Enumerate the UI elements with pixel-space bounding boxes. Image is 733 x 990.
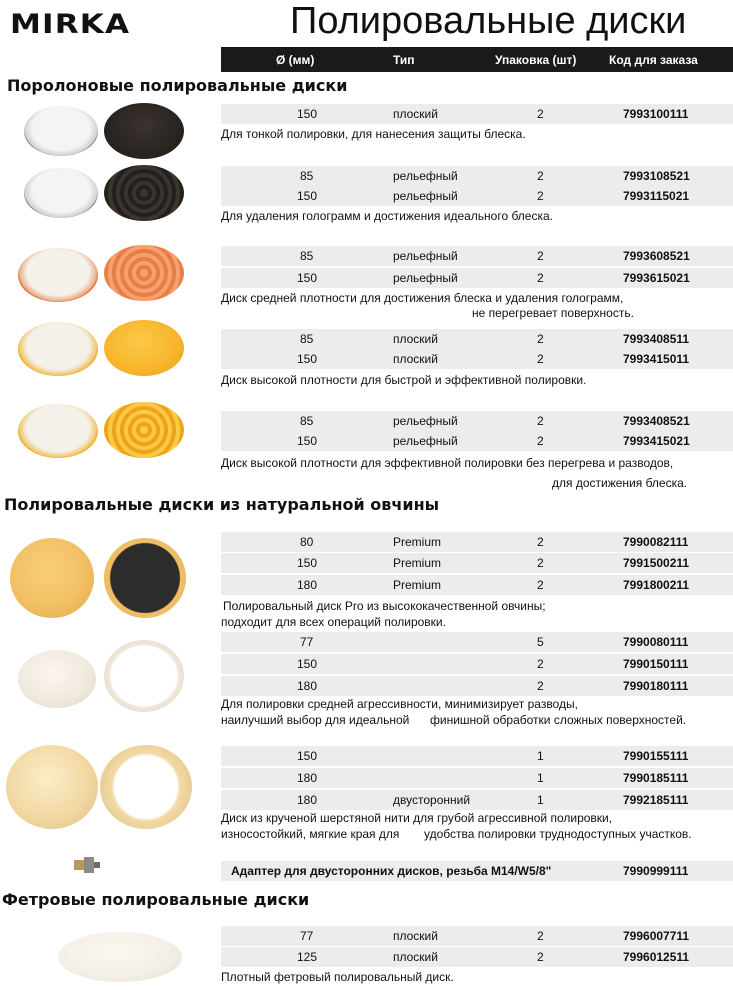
black-foam-disc-flat-image bbox=[104, 103, 184, 159]
cell-pack: 2 bbox=[537, 271, 544, 285]
header-diameter: Ø (мм) bbox=[276, 53, 315, 67]
cell-code: 7993408521 bbox=[623, 414, 690, 428]
table-row bbox=[221, 532, 733, 552]
cell-code: 7991800211 bbox=[623, 578, 690, 592]
cell-pack: 2 bbox=[537, 929, 544, 943]
adapter-row bbox=[221, 861, 733, 881]
cell-type: плоский bbox=[393, 950, 438, 964]
cell-code: 7996012511 bbox=[623, 950, 690, 964]
wool-premium-back-image bbox=[104, 538, 186, 618]
cell-diameter: 150 bbox=[297, 271, 318, 285]
section-title-wool: Полировальные диски из натуральной овчины bbox=[4, 495, 440, 514]
table-row bbox=[221, 926, 733, 946]
cell-type: двусторонний bbox=[393, 793, 471, 807]
header-type: Тип bbox=[393, 53, 415, 67]
cell-pack: 2 bbox=[537, 414, 544, 428]
cell-pack: 2 bbox=[537, 107, 544, 121]
cell-diameter: 77 bbox=[300, 929, 314, 943]
cell-diameter: 150 bbox=[297, 749, 318, 763]
yellow-foam-disc-waffle-image bbox=[104, 402, 184, 458]
cell-code: 7990185111 bbox=[623, 771, 689, 785]
cell-type: рельефный bbox=[393, 169, 458, 183]
cell-diameter: 180 bbox=[297, 578, 318, 592]
note-6a: Полировальный диск Pro из высококачественной овчины; bbox=[223, 599, 546, 613]
cell-diameter: 150 bbox=[297, 657, 318, 671]
adapter-image bbox=[74, 856, 100, 874]
note-8b: износостойкий, мягкие края для bbox=[221, 827, 400, 841]
cell-pack: 2 bbox=[537, 657, 544, 671]
table-header bbox=[221, 47, 733, 72]
cell-diameter: 80 bbox=[300, 535, 314, 549]
cell-diameter: 180 bbox=[297, 679, 318, 693]
cell-diameter: 85 bbox=[300, 414, 314, 428]
cell-code: 7993415021 bbox=[623, 434, 690, 448]
table-row bbox=[221, 768, 733, 788]
table-row bbox=[221, 632, 733, 652]
cell-diameter: 150 bbox=[297, 107, 318, 121]
cell-code: 7991500211 bbox=[623, 556, 690, 570]
cell-type: плоский bbox=[393, 352, 438, 366]
cell-code: 7992185111 bbox=[623, 793, 689, 807]
cell-diameter: 180 bbox=[297, 771, 318, 785]
cell-pack: 2 bbox=[537, 169, 544, 183]
cell-diameter: 85 bbox=[300, 169, 314, 183]
cell-diameter: 180 bbox=[297, 793, 318, 807]
table-row bbox=[221, 411, 733, 431]
table-row bbox=[221, 104, 733, 124]
cell-code: 7990155111 bbox=[623, 749, 689, 763]
cell-pack: 2 bbox=[537, 556, 544, 570]
adapter-code: 7990999111 bbox=[623, 864, 689, 878]
cell-pack: 1 bbox=[537, 771, 544, 785]
table-row bbox=[221, 654, 733, 674]
note-4: Диск высокой плотности для быстрой и эффективной полировки. bbox=[221, 373, 587, 387]
note-5a: Диск высокой плотности для эффективной полировки без перегрева и разводов, bbox=[221, 456, 674, 470]
page-title: Полировальные диски bbox=[290, 0, 687, 42]
cell-code: 7990082111 bbox=[623, 535, 689, 549]
table-row bbox=[221, 246, 733, 266]
cell-pack: 2 bbox=[537, 679, 544, 693]
yellow-waffle-velcro-image bbox=[18, 404, 98, 458]
cell-pack: 1 bbox=[537, 749, 544, 763]
table-row bbox=[221, 349, 733, 369]
table-row bbox=[221, 166, 733, 186]
cell-code: 7996007711 bbox=[623, 929, 690, 943]
cell-type: рельефный bbox=[393, 189, 458, 203]
cell-diameter: 85 bbox=[300, 249, 314, 263]
cell-type: Premium bbox=[393, 578, 442, 592]
cell-type: рельефный bbox=[393, 271, 458, 285]
section-title-felt: Фетровые полировальные диски bbox=[2, 890, 310, 909]
black-foam-waffle-velcro-image bbox=[24, 168, 98, 218]
twisted-wool-disc-image bbox=[6, 745, 98, 829]
note-8c: удобства полировки труднодоступных участков. bbox=[424, 827, 692, 841]
brand-logo: MIRKA bbox=[10, 9, 131, 40]
cell-pack: 2 bbox=[537, 249, 544, 263]
cell-type: рельефный bbox=[393, 414, 458, 428]
cell-diameter: 150 bbox=[297, 352, 318, 366]
cell-diameter: 77 bbox=[300, 635, 314, 649]
cell-code: 7993408511 bbox=[623, 332, 690, 346]
cell-diameter: 150 bbox=[297, 556, 318, 570]
cell-code: 7993415011 bbox=[623, 352, 690, 366]
cell-code: 7993608521 bbox=[623, 249, 690, 263]
table-row bbox=[221, 746, 733, 766]
wool-white-disc-image bbox=[18, 650, 96, 708]
cell-pack: 5 bbox=[537, 635, 544, 649]
yellow-foam-velcro-image bbox=[18, 322, 98, 376]
cell-pack: 2 bbox=[537, 434, 544, 448]
cell-pack: 2 bbox=[537, 189, 544, 203]
cell-diameter: 150 bbox=[297, 189, 318, 203]
cell-pack: 2 bbox=[537, 332, 544, 346]
cell-type: Premium bbox=[393, 535, 442, 549]
cell-diameter: 125 bbox=[297, 950, 318, 964]
cell-pack: 2 bbox=[537, 950, 544, 964]
cell-type: плоский bbox=[393, 107, 438, 121]
cell-pack: 2 bbox=[537, 578, 544, 592]
wool-premium-disc-image bbox=[10, 538, 94, 618]
cell-code: 7990150111 bbox=[623, 657, 689, 671]
yellow-foam-disc-flat-image bbox=[104, 320, 184, 376]
cell-diameter: 85 bbox=[300, 332, 314, 346]
cell-code: 7993615021 bbox=[623, 271, 690, 285]
twisted-wool-back-image bbox=[100, 745, 192, 829]
cell-pack: 1 bbox=[537, 793, 544, 807]
cell-code: 7990080111 bbox=[623, 635, 689, 649]
cell-type: плоский bbox=[393, 332, 438, 346]
section-title-foam: Поролоновые полировальные диски bbox=[7, 76, 348, 95]
cell-code: 7990180111 bbox=[623, 679, 689, 693]
cell-type: плоский bbox=[393, 929, 438, 943]
wool-white-back-image bbox=[104, 640, 184, 712]
note-3a: Диск средней плотности для достижения блеска и удаления голограмм, bbox=[221, 291, 624, 305]
cell-pack: 2 bbox=[537, 352, 544, 366]
cell-type: рельефный bbox=[393, 249, 458, 263]
table-row bbox=[221, 575, 733, 595]
table-row bbox=[221, 186, 733, 206]
header-pack: Упаковка (шт) bbox=[495, 53, 577, 67]
note-1: Для тонкой полировки, для нанесения защиты блеска. bbox=[221, 127, 526, 141]
table-row bbox=[221, 268, 733, 288]
table-row bbox=[221, 790, 733, 810]
table-row bbox=[221, 553, 733, 573]
note-7a: Для полировки средней агрессивности, минимизирует разводы, bbox=[221, 697, 578, 711]
orange-foam-disc-waffle-image bbox=[104, 245, 184, 301]
cell-type: рельефный bbox=[393, 434, 458, 448]
note-2: Для удаления голограмм и достижения идеального блеска. bbox=[221, 209, 554, 223]
table-row bbox=[221, 329, 733, 349]
cell-diameter: 150 bbox=[297, 434, 318, 448]
cell-code: 7993108521 bbox=[623, 169, 690, 183]
note-7b: наилучший выбор для идеальной bbox=[221, 713, 410, 727]
adapter-label: Адаптер для двусторонних дисков, резьба M14/W5/8" bbox=[231, 864, 552, 878]
table-row bbox=[221, 431, 733, 451]
table-row bbox=[221, 947, 733, 967]
note-8a: Диск из крученой шерстяной нити для грубой агрессивной полировки, bbox=[221, 811, 613, 825]
cell-type: Premium bbox=[393, 556, 442, 570]
felt-disc-image bbox=[58, 932, 182, 982]
note-3b: не перегревает поверхность. bbox=[472, 306, 634, 320]
black-foam-disc-waffle-image bbox=[104, 165, 184, 221]
note-9: Плотный фетровый полировальный диск. bbox=[221, 970, 454, 984]
black-foam-disc-velcro-image bbox=[24, 106, 98, 156]
note-7c: финишной обработки сложных поверхностей. bbox=[430, 713, 687, 727]
note-5b: для достижения блеска. bbox=[552, 476, 688, 490]
table-row bbox=[221, 676, 733, 696]
header-code: Код для заказа bbox=[609, 53, 698, 67]
cell-code: 7993115021 bbox=[623, 189, 690, 203]
note-6b: подходит для всех операций полировки. bbox=[221, 615, 446, 629]
cell-pack: 2 bbox=[537, 535, 544, 549]
cell-code: 7993100111 bbox=[623, 107, 689, 121]
orange-foam-velcro-image bbox=[18, 248, 98, 302]
